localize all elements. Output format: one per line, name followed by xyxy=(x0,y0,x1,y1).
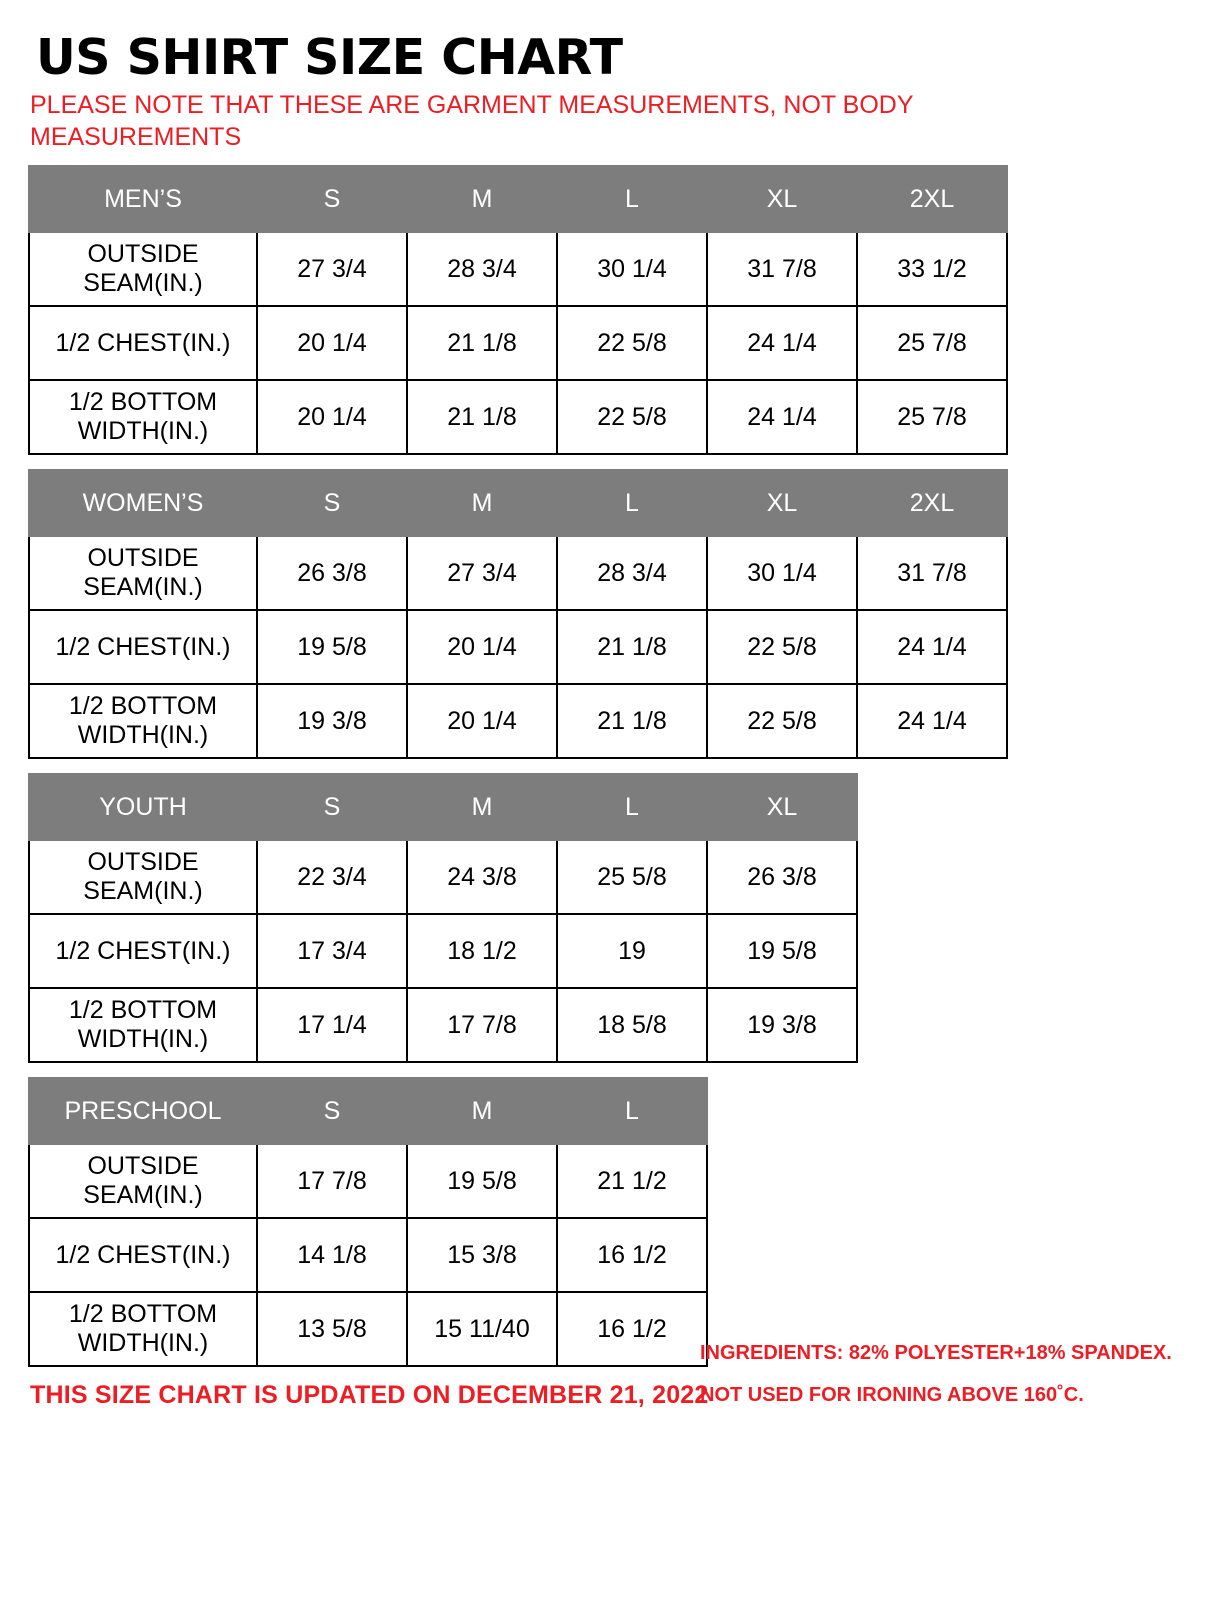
table-row xyxy=(29,610,1007,684)
cell-value: 22 3/4 xyxy=(257,840,407,914)
cell-value: 24 1/4 xyxy=(707,380,857,454)
row-label: 1/2 BOTTOM WIDTH(IN.) xyxy=(29,380,257,454)
row-label: OUTSIDE SEAM(IN.) xyxy=(29,536,257,610)
cell-value: 17 3/4 xyxy=(257,914,407,988)
cell-value: 30 1/4 xyxy=(557,232,707,306)
cell-value: 20 1/4 xyxy=(407,610,557,684)
cell-value: 17 1/4 xyxy=(257,988,407,1062)
womens-size-table xyxy=(28,469,1008,759)
cell-value: 22 5/8 xyxy=(707,610,857,684)
table-row xyxy=(29,1218,707,1292)
table-header-row xyxy=(29,470,1007,536)
cell-value: 20 1/4 xyxy=(257,380,407,454)
table-row xyxy=(29,536,1007,610)
header-size-2xl: 2XL xyxy=(857,166,1007,232)
row-label: OUTSIDE SEAM(IN.) xyxy=(29,1144,257,1218)
header-size-s: S xyxy=(257,1078,407,1144)
header-size-2xl: 2XL xyxy=(857,470,1007,536)
header-category: PRESCHOOL xyxy=(29,1078,257,1144)
updated-note: THIS SIZE CHART IS UPDATED ON DECEMBER 21, 2022 xyxy=(30,1381,709,1410)
cell-value: 19 xyxy=(557,914,707,988)
table-row xyxy=(29,1144,707,1218)
header-size-xl: XL xyxy=(707,470,857,536)
cell-value: 22 5/8 xyxy=(557,306,707,380)
cell-value: 18 1/2 xyxy=(407,914,557,988)
cell-value: 31 7/8 xyxy=(707,232,857,306)
cell-value: 17 7/8 xyxy=(257,1144,407,1218)
ingredients-note xyxy=(700,1332,1172,1416)
cell-value: 33 1/2 xyxy=(857,232,1007,306)
table-row xyxy=(29,232,1007,306)
header-size-xl: XL xyxy=(707,166,857,232)
cell-value: 19 5/8 xyxy=(707,914,857,988)
row-label: 1/2 BOTTOM WIDTH(IN.) xyxy=(29,1292,257,1366)
cell-value: 24 3/8 xyxy=(407,840,557,914)
header-size-m: M xyxy=(407,166,557,232)
youth-size-table xyxy=(28,773,858,1063)
row-label: OUTSIDE SEAM(IN.) xyxy=(29,840,257,914)
cell-value: 25 7/8 xyxy=(857,306,1007,380)
cell-value: 30 1/4 xyxy=(707,536,857,610)
ingredients-line-2: NOT USED FOR IRONING ABOVE 160˚C. xyxy=(700,1384,1084,1406)
header-size-m: M xyxy=(407,774,557,840)
header-size-l: L xyxy=(557,470,707,536)
table-header-row xyxy=(29,1078,707,1144)
ingredients-line-1: INGREDIENTS: 82% POLYESTER+18% SPANDEX. xyxy=(700,1342,1172,1364)
cell-value: 21 1/8 xyxy=(557,684,707,758)
cell-value: 16 1/2 xyxy=(557,1218,707,1292)
cell-value: 19 5/8 xyxy=(407,1144,557,1218)
cell-value: 24 1/4 xyxy=(857,610,1007,684)
cell-value: 31 7/8 xyxy=(857,536,1007,610)
cell-value: 20 1/4 xyxy=(257,306,407,380)
header-size-s: S xyxy=(257,470,407,536)
header-category: YOUTH xyxy=(29,774,257,840)
cell-value: 14 1/8 xyxy=(257,1218,407,1292)
cell-value: 16 1/2 xyxy=(557,1292,707,1366)
cell-value: 28 3/4 xyxy=(557,536,707,610)
table-header-row xyxy=(29,166,1007,232)
cell-value: 18 5/8 xyxy=(557,988,707,1062)
table-row xyxy=(29,840,857,914)
row-label: 1/2 CHEST(IN.) xyxy=(29,914,257,988)
header-category: MEN’S xyxy=(29,166,257,232)
table-row xyxy=(29,988,857,1062)
cell-value: 22 5/8 xyxy=(707,684,857,758)
page-title: US SHIRT SIZE CHART xyxy=(36,29,623,86)
row-label: 1/2 BOTTOM WIDTH(IN.) xyxy=(29,988,257,1062)
cell-value: 15 3/8 xyxy=(407,1218,557,1292)
cell-value: 24 1/4 xyxy=(857,684,1007,758)
table-header-row xyxy=(29,774,857,840)
row-label: 1/2 CHEST(IN.) xyxy=(29,1218,257,1292)
cell-value: 17 7/8 xyxy=(407,988,557,1062)
cell-value: 26 3/8 xyxy=(707,840,857,914)
cell-value: 19 3/8 xyxy=(707,988,857,1062)
cell-value: 27 3/4 xyxy=(407,536,557,610)
header-size-s: S xyxy=(257,774,407,840)
mens-size-table xyxy=(28,165,1008,455)
table-row xyxy=(29,1292,707,1366)
table-row xyxy=(29,914,857,988)
table-row xyxy=(29,380,1007,454)
cell-value: 21 1/8 xyxy=(407,380,557,454)
row-label: 1/2 CHEST(IN.) xyxy=(29,610,257,684)
header-size-l: L xyxy=(557,166,707,232)
header-size-s: S xyxy=(257,166,407,232)
measurement-note: PLEASE NOTE THAT THESE ARE GARMENT MEASUREMENTS, NOT BODY MEASUREMENTS xyxy=(30,91,914,152)
cell-value: 20 1/4 xyxy=(407,684,557,758)
preschool-size-table xyxy=(28,1077,708,1367)
cell-value: 28 3/4 xyxy=(407,232,557,306)
header-size-m: M xyxy=(407,1078,557,1144)
cell-value: 19 5/8 xyxy=(257,610,407,684)
cell-value: 21 1/8 xyxy=(557,610,707,684)
cell-value: 25 7/8 xyxy=(857,380,1007,454)
row-label: 1/2 CHEST(IN.) xyxy=(29,306,257,380)
table-row xyxy=(29,306,1007,380)
header-size-m: M xyxy=(407,470,557,536)
cell-value: 19 3/8 xyxy=(257,684,407,758)
row-label: OUTSIDE SEAM(IN.) xyxy=(29,232,257,306)
header-size-xl: XL xyxy=(707,774,857,840)
table-row xyxy=(29,684,1007,758)
header-size-l: L xyxy=(557,774,707,840)
header-size-l: L xyxy=(557,1078,707,1144)
cell-value: 21 1/8 xyxy=(407,306,557,380)
cell-value: 21 1/2 xyxy=(557,1144,707,1218)
cell-value: 13 5/8 xyxy=(257,1292,407,1366)
cell-value: 25 5/8 xyxy=(557,840,707,914)
cell-value: 26 3/8 xyxy=(257,536,407,610)
cell-value: 24 1/4 xyxy=(707,306,857,380)
cell-value: 15 11/40 xyxy=(407,1292,557,1366)
row-label: 1/2 BOTTOM WIDTH(IN.) xyxy=(29,684,257,758)
cell-value: 22 5/8 xyxy=(557,380,707,454)
header-category: WOMEN’S xyxy=(29,470,257,536)
cell-value: 27 3/4 xyxy=(257,232,407,306)
